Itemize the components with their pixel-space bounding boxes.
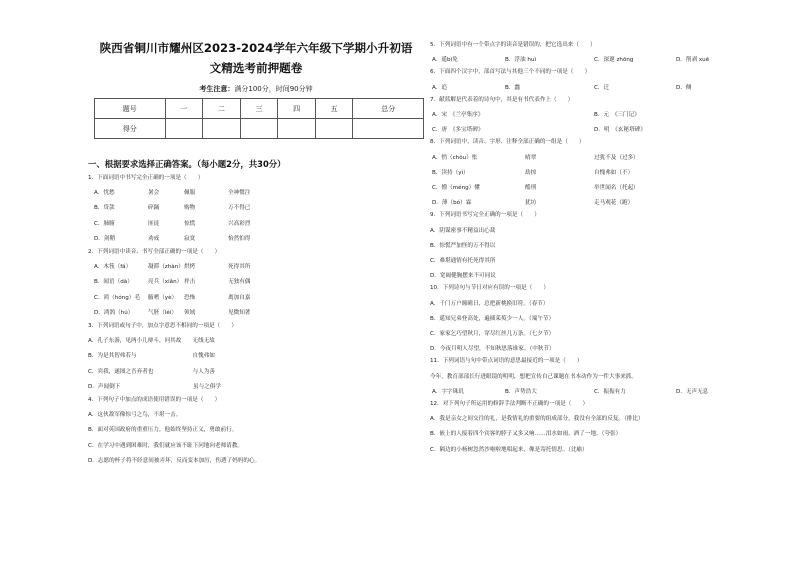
option-line[interactable]: B．面对英国政府的重重压力，他始终坚持正义，勇敢前行。 [88, 427, 238, 434]
option-text[interactable]: 购物 [184, 205, 196, 212]
score-cell[interactable] [278, 119, 316, 139]
option-text[interactable]: B．浮油 huì [505, 57, 537, 64]
option-text[interactable]: 兴高彩烈 [228, 220, 251, 227]
option-row [88, 204, 424, 213]
option-line[interactable]: A．孔子东游，见两小儿辩斗，问其故 无线无故 [88, 338, 215, 345]
option-row [430, 56, 770, 65]
option-text[interactable]: 劝戒 [148, 235, 160, 242]
paper-title [88, 38, 424, 78]
option-text[interactable]: 碎踊 [148, 205, 160, 212]
option-text[interactable]: 怡然怕得 [228, 235, 251, 242]
option-line[interactable]: A．这伙敌军像惊弓之鸟，不堪一击。 [88, 412, 182, 419]
option-text[interactable]: 惊慌 [184, 220, 196, 227]
score-value-row [95, 119, 424, 139]
question-stem: 12．对下列句子所运用的修辞手法判断不正确的一项是（ ） [430, 400, 589, 407]
option-text[interactable]: 举世闻名（托起） [594, 184, 639, 191]
title-line-1: 陕西省铜川市耀州区2023-2024学年六年级下学期小升初语 [99, 41, 413, 55]
option-text[interactable]: 亮兵（xiǎn） [148, 279, 183, 286]
score-header-cell: 三 [240, 99, 278, 119]
option-text[interactable]: B．渎持（yì） [432, 169, 469, 176]
option-text[interactable]: 晴翠 [525, 154, 537, 161]
option-text[interactable]: 死得其所 [228, 264, 251, 271]
option-line[interactable]: B．为是其智弗若与 自愧弗如 [88, 353, 215, 360]
option-line[interactable]: B．惊慌严加怪的万不得以 [430, 242, 496, 249]
option-text[interactable]: 酷刑 [525, 184, 537, 191]
exam-notice [88, 84, 424, 94]
option-line[interactable]: B．遥知兄弟登高处，遍插茱萸少一人。（端午节） [430, 315, 555, 322]
score-cell[interactable] [165, 119, 203, 139]
option-row [430, 169, 770, 178]
option-line[interactable]: A．千门万户曈曈日，总把新桃换旧符。（春节） [430, 300, 549, 307]
option-text[interactable]: A．悄（chǒu）怅 [432, 154, 478, 161]
option-text[interactable]: A．宋 《兰亭集序》 [432, 111, 484, 118]
option-row [88, 309, 424, 318]
option-text[interactable]: D．明 《玄秘塔碑》 [594, 127, 646, 134]
option-line[interactable]: D．宽阔健胸摆来不可同议 [430, 273, 496, 280]
option-text[interactable]: 腋嗜（yè） [148, 294, 178, 301]
score-row-label: 得分 [95, 119, 166, 139]
question-stem: 5．下列词语中有一个带点字的读音是错误的，把它选出来（ ） [430, 42, 596, 48]
option-row [430, 199, 770, 208]
score-header-cell: 四 [278, 99, 316, 119]
score-cell[interactable] [240, 119, 278, 139]
option-text[interactable]: D．薄（bó）霖 [432, 200, 472, 207]
option-text[interactable]: A．遥bì免 [432, 57, 458, 64]
question-stem: 7．献蓝解是代表着的诗句中，其是有书代表作上（ ） [430, 96, 574, 103]
option-row [430, 84, 770, 93]
option-text[interactable]: B．贷款 [94, 205, 115, 212]
option-row [88, 263, 424, 272]
option-text[interactable]: 领域 [184, 309, 196, 316]
option-line[interactable]: C．家家乞巧望秋月，穿尽红丝几万条。（七夕节） [430, 330, 555, 337]
option-line[interactable]: A．阴谋密事不精益出心裁 [430, 227, 496, 234]
option-text[interactable]: C．肺腑 [94, 220, 115, 227]
option-text[interactable]: C．唐 《多宝塔碑》 [432, 127, 484, 134]
option-text[interactable]: A．木筏（fá） [94, 264, 132, 271]
option-text[interactable]: D．侧 [676, 84, 692, 91]
option-line[interactable]: A．我是亲女之间交往的礼，是我情礼的重要的组成部分，我没有全部的反复。（排比） [430, 416, 644, 423]
question-stem: 1．下面词语中书写完全正确的一项是（ ） [88, 175, 204, 181]
option-text[interactable]: 寂寞 [184, 235, 196, 242]
left-question-list [88, 174, 424, 466]
option-text[interactable]: 劫掠 [525, 169, 537, 176]
option-text[interactable]: 无独有偶 [228, 279, 251, 286]
question-stem: 3．下列词语或句子中，加点字意思不相同的一项是（ ） [88, 322, 237, 329]
option-text[interactable]: 走马观花（跑） [594, 200, 634, 207]
option-row [88, 220, 424, 229]
score-table [94, 98, 424, 139]
option-line[interactable]: B．嵌上的人接着四个宾客的脖子又多又响……泪水如雨，酒了一地。（夸张） [430, 431, 622, 438]
option-text[interactable]: 自愧弗如（不） [594, 169, 634, 176]
option-text[interactable]: 匪徒 [148, 220, 160, 227]
score-header-row [95, 99, 424, 119]
option-text[interactable]: D．剑鞘 [94, 235, 116, 242]
question-stem: 4．下列句子中加点的成语使用错误的一项是（ ） [88, 396, 221, 403]
option-row [430, 388, 770, 397]
option-text[interactable]: D．无声无息 [676, 388, 709, 395]
option-text[interactable]: C．懵（méng）懂 [432, 184, 480, 191]
option-text[interactable]: D．鸿鹄（hú） [94, 309, 134, 316]
option-text[interactable]: 烘烤 [184, 264, 196, 271]
option-line[interactable]: 今年，教育部部长行进眼镜的明明，想把宣传自己课题在书本动作为一件大事来抓。 [430, 373, 637, 380]
notice-label: 考生注意： [199, 85, 235, 93]
option-text[interactable]: 凝滞（zhàn） [148, 264, 184, 271]
option-row [88, 294, 424, 303]
question-stem: 11．下列词语与句中带点词语的意思最接近的一项是（ ） [430, 358, 583, 365]
option-text[interactable]: 万不得已 [228, 205, 251, 212]
question-stem: 9．下列词语书写完全正确的一项是（ ） [430, 212, 540, 219]
score-header-cell: 二 [203, 99, 241, 119]
option-line[interactable]: D．今夜月明人尽望，不知秋思落谁家。（中秋节） [430, 346, 555, 353]
option-text[interactable]: C．深邃 zhōng [594, 57, 634, 64]
question-stem: 6．下面四个汉字中，部首写法与其他三个不同的一项是（ ） [430, 69, 591, 76]
right-column [430, 38, 770, 455]
question-stem: 8．下列词语中，读音、字形、注释全部正确的一组是（ ） [430, 139, 585, 146]
section-heading: 一、根据要求选择正确答案。（每小题2分，共30分） [88, 159, 286, 169]
option-text[interactable]: 过犹不及（过多） [594, 154, 639, 161]
option-row [88, 235, 424, 244]
option-text[interactable]: A．追 [432, 84, 448, 91]
option-text[interactable]: 恐怖 [184, 294, 196, 301]
option-line[interactable]: C．难堪通情有托死得其所 [430, 257, 496, 264]
option-text[interactable]: C．鸿（hóng）毛 [94, 294, 140, 301]
question-stem: 2．下列词语中读音、书写全部正确的一项是（ ） [88, 248, 221, 255]
option-line[interactable]: C．在学习中遇到困难时，我们就应该不耻下问地向老师请教。 [88, 442, 243, 449]
option-line[interactable]: D．志愿的杯子将不经意间被弄坏，反而变本加厉，伤透了妈妈的心。 [88, 457, 261, 464]
score-header-cell: 五 [315, 99, 353, 119]
score-header-cell: 题号 [95, 99, 166, 119]
option-text[interactable]: 暑会 [148, 190, 160, 197]
option-text[interactable]: B．闻语（dà） [94, 279, 133, 286]
option-text[interactable]: 佩服 [184, 190, 196, 197]
option-row [88, 189, 424, 198]
score-header-cell: 一 [165, 99, 203, 119]
option-row [430, 111, 770, 120]
option-line[interactable]: C．隔边的小杨树忽然沙啦啦地唱起来，像是寄托情思。（比喻） [430, 446, 588, 453]
option-text[interactable]: B．蠢 [505, 84, 521, 91]
score-cell[interactable] [353, 119, 424, 139]
option-row [430, 154, 770, 163]
option-text[interactable]: A．忧愁 [94, 190, 115, 197]
score-cell[interactable] [315, 119, 353, 139]
option-text[interactable]: 气胚（léi） [148, 309, 177, 316]
option-text[interactable]: 离加自嘉 [228, 294, 251, 301]
option-text[interactable]: C．迁 [594, 84, 610, 91]
notice-text: 满分100分，时间90分钟 [234, 85, 313, 93]
option-text[interactable]: B．声势浩大 [505, 388, 537, 395]
right-question-list [430, 41, 770, 455]
option-text[interactable]: D．削剥 xuē [676, 57, 710, 64]
option-row [88, 278, 424, 287]
option-line[interactable]: D．声闻倒下 虽与之俱学 [88, 383, 221, 390]
option-text[interactable]: A．字字珠玑 [432, 388, 464, 395]
score-cell[interactable] [203, 119, 241, 139]
question-stem: 10．下列诗句与节日对应有误的一项是（ ） [430, 285, 549, 292]
option-text[interactable]: 见微知著 [228, 309, 251, 316]
option-row [430, 184, 770, 193]
title-line-2: 文精选考前押题卷 [209, 61, 303, 75]
option-row [430, 126, 770, 135]
score-header-cell: 总分 [353, 99, 424, 119]
option-text[interactable]: 犹坊 [525, 200, 537, 207]
option-line[interactable]: C．宾我，遂图之吾弃者也 与人为善 [88, 368, 215, 375]
option-text[interactable]: 抨击 [184, 279, 196, 286]
option-text[interactable]: B．元 《三门记》 [594, 111, 640, 118]
option-text[interactable]: C．振振有力 [594, 388, 626, 395]
option-text[interactable]: 全神惯注 [228, 190, 251, 197]
left-column [88, 38, 424, 466]
